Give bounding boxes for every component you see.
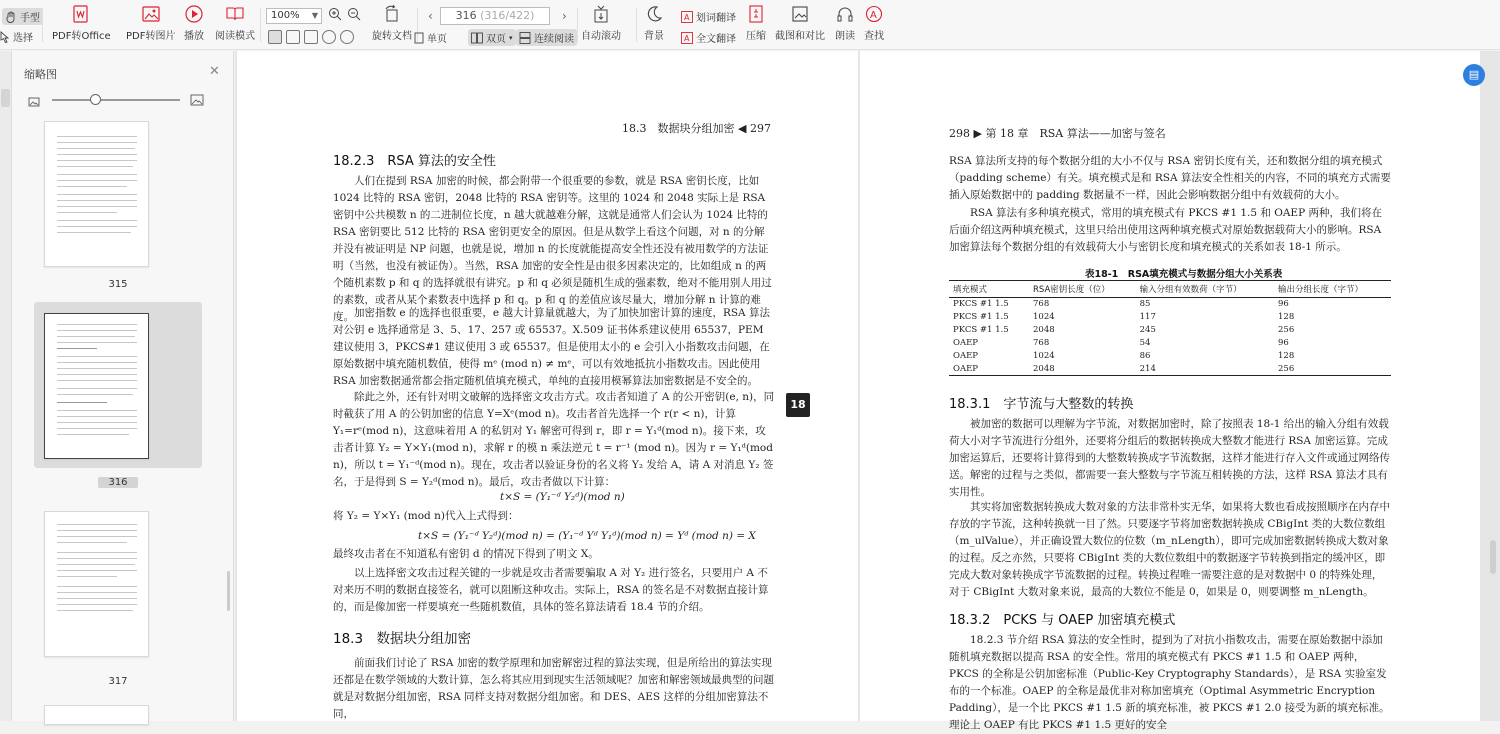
moon-icon	[643, 4, 665, 24]
zoom-out-icon	[347, 7, 361, 21]
table-cell: 2048	[1029, 363, 1136, 376]
table-cell: 2048	[1033, 325, 1055, 335]
hand-tool-button[interactable]	[2, 8, 43, 25]
table-header: 输入分组有效数荷（字节）	[1136, 281, 1274, 298]
thumbnail-tab[interactable]	[1, 89, 10, 107]
table-cell: OAEP	[949, 363, 1029, 376]
actual-size-icon[interactable]	[304, 30, 318, 44]
select-tool-button[interactable]	[0, 29, 33, 44]
left-paragraph-1: 人们在提到 RSA 加密的时候，都会附带一个很重要的参数，就是 RSA 密钥长度，比如 1024 比特的 RSA 密钥，2048 比特的 RSA 密钥等。这里的 1024 和 2048 实际上是 RSA 密钥中公共模数 n 的二进制位长度，n 越大就越难分解，这就是通常人们会认为 1024 比特的 RSA 密钥要比 512 比特的 RSA 密钥更安全的原因。但是从数学上看这个问题，对 n 的分解并没有被证明是 NP 问题，也就是说，增加 n 的长度就能提高安全性还没有被用数学的方法证明（当然，也没有被证伪）。当然，RSA 加密的安全性是由很多因素决定的，比如组成 n 的两个随机素数 p 和 q 的选择就很有讲究。p 和 q 必须是随机生成的强素数，绝对不能用别人用过的素数，或者从某个素数表中选择 p 和 q。p 和 q 的差值应该尽量大，增加分解 n 计算的难度。	[333, 175, 772, 323]
section-title-18-3: 18.3 数据块分组加密	[333, 631, 472, 647]
table-row	[949, 324, 1391, 337]
read-aloud-label: 朗读	[835, 31, 855, 42]
full-translate-label: 全文翻译	[696, 34, 736, 45]
thumbnail-panel	[12, 51, 234, 721]
double-page-button[interactable]	[468, 29, 516, 46]
left-paragraph-3: 除此之外，还有针对明文破解的选择密文攻击方式。攻击者知道了 A 的公开密钥(e, n)，同时截获了用 A 的公钥加密的信息 Y=Xᵉ(mod n)。攻击者首先选择一个 r(r < n)，计算 Y₁=rᵉ(mod n)，这意味着用 A 的私钥对 Y₁ 解密可得到 r，即 r = Y₁ᵈ(mod n)。接下来，攻击者计算 Y₂ = Y×Y₁(mod n)，求解 r 的模 n 乘法逆元 t = r⁻¹ (mod n)。因为 r = Y₁ᵈ(mod n)，所以 t = Y₁⁻ᵈ(mod n)。现在，攻击者以验证身份的名义将 Y₂ 发给 A，请 A 对消息 Y₂ 签名，于是得到 S = Y₂ᵈ(mod n)。最后，攻击者做以下计算：	[333, 391, 775, 488]
formula-intro: 将 Y₂ = Y×Y₁ (mod n)代入上式得到：	[333, 510, 519, 522]
zoom-in-icon	[328, 7, 342, 21]
chevron-left-icon: ‹	[428, 9, 433, 23]
single-page-icon	[414, 32, 424, 44]
next-page-button[interactable]	[562, 9, 567, 23]
right-page-header: 298 ▶ 第 18 章 RSA 算法——加密与签名	[949, 127, 1166, 140]
chevron-down-icon: ▼	[311, 11, 318, 20]
thumbnail-label-315: 315	[108, 279, 128, 290]
rotate-doc-label: 旋转文档	[372, 31, 412, 42]
table-cell: 96	[1278, 299, 1289, 310]
rotate-left-icon[interactable]	[322, 30, 336, 44]
right-paragraph-3: 被加密的数据可以理解为字节流，对数据加密时，除了按照表 18-1 给出的输入分组有效载荷大小对字节流进行分组外，还要将分组后的数据转换成大整数才能进行 RSA 加密运算。完成加密运算后，还要将计算得到的大整数转换成字节流数据，这样才能进行存入文件或通过网络传送。解密的过程与之类似，都需要一套大整数与字节流互相转换的方法，这样 RSA 算法才具有实用性。	[949, 418, 1390, 498]
zoom-select[interactable]	[266, 8, 322, 24]
read-mode-button[interactable]	[215, 4, 255, 48]
pdf-to-image-button[interactable]	[126, 4, 175, 48]
table-header: RSA密钥长度（位）	[1029, 281, 1136, 298]
table-cell: 256	[1274, 363, 1391, 376]
rotate-doc-button[interactable]	[372, 4, 412, 48]
full-translate-button[interactable]	[681, 30, 736, 45]
zoom-out-button[interactable]	[347, 7, 361, 21]
thumbnail-panel-title: 缩略图	[24, 68, 57, 81]
read-mode-label: 阅读模式	[215, 31, 255, 42]
table-cell: 1024	[1033, 312, 1055, 322]
table-header-row	[949, 281, 1391, 298]
table-cell: 117	[1139, 312, 1156, 322]
left-paragraph-2: 加密指数 e 的选择也很重要，e 越大计算量就越大，为了加快加密计算的速度，RSA 算法对公钥 e 选择通常是 3、5、17、257 或 65537。X.509 证书体系建议使用 65537，PEM 建议使用 3，PKCS#1 建议使用 3 或 65537。但是使用太小的 e 会引入小指数攻击问题，在原始数据中填充随机数值，使得 mᵉ (mod n) ≠ mᵉ，可以有效地抵抗小指数攻击。因此使用 RSA 加密数据通常都会指定随机值填充模式，单纯的直接用模幂算法加密数据是不安全的。	[333, 307, 770, 387]
thumbnail-page-315[interactable]	[44, 121, 149, 267]
formula-conclusion: 最终攻击者在不知道私有密钥 d 的情况下得到了明文 X。	[333, 548, 599, 560]
continuous-icon	[519, 32, 531, 44]
table-row	[949, 363, 1391, 376]
hand-icon	[5, 11, 17, 23]
headphones-icon	[834, 4, 856, 24]
page-total: (316/422)	[480, 9, 535, 22]
table-cell: 128	[1278, 312, 1295, 322]
table-cell: PKCS #1 1.5	[953, 312, 1009, 322]
word-translate-button[interactable]	[681, 9, 736, 24]
fit-page-icon[interactable]	[268, 30, 282, 44]
table-cell: 1024	[1033, 351, 1055, 361]
table-cell: 96	[1278, 338, 1289, 348]
zoom-value: 100%	[271, 10, 300, 21]
toolbar-divider	[636, 8, 637, 42]
rotate-right-icon[interactable]	[340, 30, 354, 44]
table-row	[949, 311, 1391, 324]
close-icon[interactable]: ✕	[209, 64, 220, 79]
screenshot-compare-button[interactable]	[775, 4, 825, 48]
table-row	[949, 337, 1391, 350]
right-paragraph-5: 18.2.3 节介绍 RSA 算法的安全性时，提到为了对抗小指数攻击，需要在原始数据中添加随机填充数据以提高 RSA 的安全性。常用的填充模式有 PKCS #1 1.5 和 OAEP 两种，PKCS 的全称是公钥加密标准（Public-Key Cryptography Standards），是 RSA 实验室发布的一个标准。OAEP 的全称是最优非对称加密填充（Optimal Asymmetric Encryption Padding），是一个比 PKCS #1 1.5 新的填充标准，被 PKCS #1 2.0 接受为新的填充标准。理论上 OAEP 有比 PKCS #1 1.5 更好的安全	[949, 634, 1390, 731]
section-title-18-3-1: 18.3.1 字节流与大整数的转换	[949, 397, 1134, 412]
toolbar-divider	[42, 8, 43, 42]
left-page-header: 18.3 数据块分组加密 ◀ 297	[622, 122, 771, 135]
table-cell: 85	[1139, 299, 1151, 310]
pdf-to-image-label: PDF转图片	[126, 31, 176, 42]
continuous-read-label: 连续阅读	[534, 34, 574, 45]
find-label: 查找	[864, 31, 884, 42]
left-paragraph-5: 前面我们讨论了 RSA 加密的数学原理和加密解密过程的算法实现，但是所给出的算法实现还都是在数学领域的大数计算，怎么将其应用到现实生活领域呢？加密和解密领域最典型的问题就是对数据分组加密，RSA 同样支持对数据分组加密。和 DES、AES 这样的分组加密算法不同，	[333, 657, 774, 720]
document-scrollbar[interactable]	[1490, 540, 1496, 574]
toolbar-divider	[260, 8, 261, 42]
background-button[interactable]	[643, 4, 665, 48]
toolbar-divider	[577, 8, 578, 42]
auto-scroll-button[interactable]	[581, 4, 621, 48]
screenshot-icon	[789, 4, 811, 24]
table-cell: 768	[1033, 299, 1050, 310]
table-cell: PKCS #1 1.5	[953, 325, 1009, 335]
table-cell: 256	[1278, 325, 1295, 335]
chevron-down-icon: ▾	[509, 33, 513, 42]
thumbnail-scrollbar[interactable]	[227, 571, 230, 611]
view-fit-icons	[268, 30, 354, 44]
read-aloud-button[interactable]	[834, 4, 856, 48]
table-cell: OAEP	[953, 351, 979, 361]
hand-tool-label: 手型	[20, 13, 40, 24]
cursor-icon	[0, 31, 10, 43]
table-cell: 86	[1139, 351, 1151, 361]
prev-page-button[interactable]	[428, 9, 433, 23]
section-title-18-3-2: 18.3.2 PCKS 与 OAEP 加密填充模式	[949, 613, 1176, 628]
svg-text:A: A	[684, 12, 690, 22]
thumbnail-size-slider[interactable]	[28, 93, 208, 107]
play-icon	[183, 4, 205, 24]
table-cell: 54	[1139, 338, 1151, 348]
continuous-read-button[interactable]	[516, 29, 577, 46]
double-page-icon	[471, 32, 483, 44]
zoom-in-button[interactable]	[328, 7, 342, 21]
auto-scroll-label: 自动滚动	[581, 31, 621, 42]
formula-1: t×S = (Y₁⁻ᵈ Y₂ᵈ)(mod n)	[500, 491, 625, 503]
floating-tool-button[interactable]	[1463, 64, 1485, 86]
right-paragraph-2: RSA 算法有多种填充模式，常用的填充模式有 PKCS #1 1.5 和 OAEP 两种，我们将在后面介绍这两种填充模式，这里只给出使用这两种填充模式对原始数据载荷大小的影响。RSA 加密算法每个数据分组的有效载荷大小与密钥长度和填充模式的关系如表 18-1 所示。	[949, 207, 1382, 253]
table-header: 填充模式	[949, 281, 1029, 298]
rotate-icon	[381, 4, 403, 24]
section-title-18-2-3: 18.2.3 RSA 算法的安全性	[333, 154, 496, 169]
thumbnail-label-317: 317	[108, 676, 128, 687]
table-cell: OAEP	[953, 338, 979, 348]
right-paragraph-4: 其实将加密数据转换成大数对象的方法非常朴实无华，如果将大数也看成按照顺序在内存中存放的字节流，这种转换就一目了然。只要逐字节将加密数据转换成 CBigInt 类的大数位数组（m_ulValue），并正确设置大数位的位数（m_nLength），即可完成加密数据转换成大数对象的过程。反之亦然，只要将 CBigInt 类的大数位数组中的数据逐字节转换到指定的缓冲区，即完成大数对象转换成字节流数据的过程。转换过程唯一需要注意的是对数据中 0 的特殊处理，对于 CBigInt 大数对象来说，最高的大数位不能是 0，如果是 0，则要调整 m_nLength。	[949, 501, 1390, 598]
chevron-right-icon: ›	[562, 9, 567, 23]
compress-button[interactable]	[745, 4, 767, 48]
main-toolbar	[0, 0, 1500, 50]
fit-width-icon[interactable]	[286, 30, 300, 44]
formula-2: t×S = (Y₁⁻ᵈ Y₂ᵈ)(mod n) = (Y₁⁻ᵈ Yᵈ Y₁ᵈ)(mod n) = Yᵈ (mod n) = X	[418, 530, 756, 542]
image-large-icon	[190, 92, 204, 111]
right-paragraph-1: RSA 算法所支持的每个数据分组的大小不仅与 RSA 密钥长度有关，还和数据分组的填充模式（padding scheme）有关。填充模式是和 RSA 算法安全性相关的内容，不同的填充方式需要插入原始数据中的 padding 数据量不一样，因此会影响数据分组中有效载荷的大小。	[949, 155, 1391, 201]
table-cell: 245	[1139, 325, 1156, 335]
thumbnail-page-317[interactable]	[44, 511, 149, 657]
pdf-image-icon	[140, 4, 162, 24]
auto-scroll-icon	[590, 4, 612, 24]
find-icon	[863, 4, 885, 24]
thumbnail-label-316: 316	[98, 477, 138, 488]
table-cell: 214	[1136, 363, 1274, 376]
side-tab-strip	[0, 51, 12, 721]
pdf-to-office-button[interactable]	[52, 4, 111, 48]
svg-text:A: A	[870, 10, 877, 21]
table-cell: 768	[1033, 338, 1050, 348]
table-cell: PKCS #1 1.5	[953, 299, 1009, 310]
table-row	[949, 298, 1391, 311]
double-page-label: 双页	[486, 34, 506, 45]
pdf-word-icon	[70, 4, 92, 24]
thumbnail-page-next[interactable]	[44, 705, 149, 725]
compress-icon	[745, 4, 767, 24]
table-row	[949, 350, 1391, 363]
table-header: 输出分组长度（字节）	[1274, 281, 1391, 298]
table-cell: 128	[1278, 351, 1295, 361]
pdf-to-office-label: PDF转Office	[52, 31, 111, 42]
find-button[interactable]	[863, 4, 885, 48]
play-button[interactable]	[183, 4, 205, 48]
slider-track	[52, 99, 180, 101]
translate-icon	[681, 32, 693, 44]
chapter-tab-marker: 18	[786, 393, 810, 417]
thumbnail-page-316[interactable]	[44, 313, 149, 459]
single-page-button[interactable]	[414, 30, 447, 45]
background-label: 背景	[644, 31, 664, 42]
image-small-icon	[28, 93, 40, 112]
select-tool-label: 选择	[13, 33, 33, 44]
page-number-input[interactable]	[440, 7, 550, 25]
screenshot-compare-label: 截图和对比	[775, 31, 825, 42]
document-icon: ▤	[1468, 68, 1480, 81]
rsa-padding-table	[949, 280, 1391, 376]
single-page-label: 单页	[427, 34, 447, 45]
left-paragraph-4: 以上选择密文攻击过程关键的一步就是攻击者需要骗取 A 对 Y₂ 进行签名，只要用户 A 不对来历不明的数据直接签名，就可以阻断这种攻击。实际上，RSA 的签名是不对数据直接计算的，而是像加密一样要填充一些随机数值，具体的签名算法请看 18.4 节的介绍。	[333, 567, 769, 613]
slider-handle[interactable]	[90, 94, 101, 105]
svg-text:A: A	[684, 33, 690, 43]
book-icon	[224, 4, 246, 24]
compress-label: 压缩	[746, 31, 766, 42]
word-translate-label: 划词翻译	[696, 13, 736, 24]
play-label: 播放	[184, 31, 204, 42]
page-current: 316	[455, 9, 477, 22]
table-caption: 表18-1 RSA填充模式与数据分组大小关系表	[1085, 269, 1283, 280]
translate-icon	[681, 11, 693, 23]
